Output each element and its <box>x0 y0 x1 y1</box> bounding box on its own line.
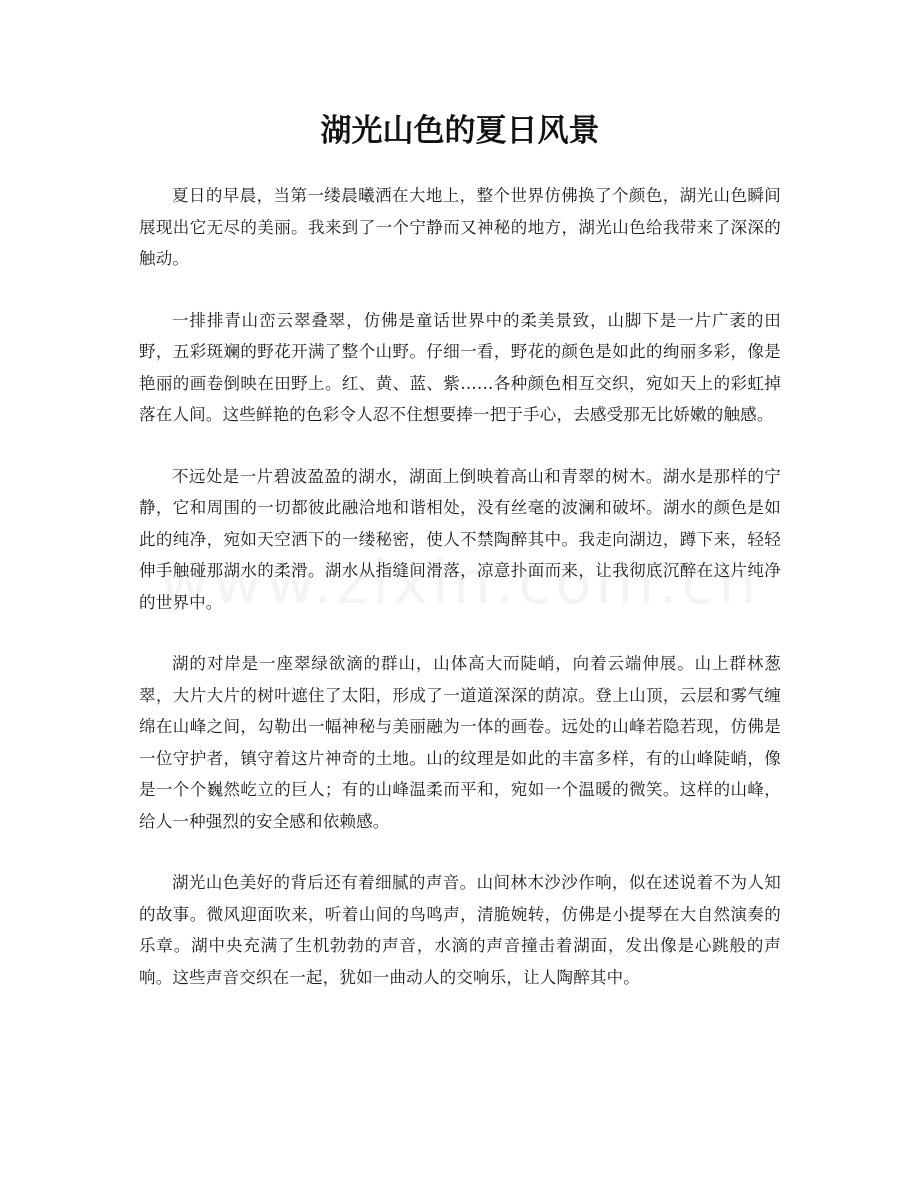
paragraph-3: 不远处是一片碧波盈盈的湖水，湖面上倒映着高山和青翠的树木。湖水是那样的宁静，它和周围的一切都彼此融洽地和谐相处，没有丝毫的波澜和破坏。湖水的颜色是如此的纯净，宛如天空洒下的一缕秘密，使人不禁陶醉其中。我走向湖边，蹲下来，轻轻伸手触碰那湖水的柔滑。湖水从指缝间滑落，凉意扑面而来，让我彻底沉醉在这片纯净的世界中。 <box>139 466 781 612</box>
paragraph-1: 夏日的早晨，当第一缕晨曦洒在大地上，整个世界仿佛换了个颜色，湖光山色瞬间展现出它无尽的美丽。我来到了一个宁静而又神秘的地方，湖光山色给我带来了深深的触动。 <box>139 186 781 268</box>
document-title: 湖光山色的夏日风景 <box>320 113 600 149</box>
paragraph-2: 一排排青山峦云翠叠翠，仿佛是童话世界中的柔美景致，山脚下是一片广袤的田野，五彩斑斓的野花开满了整个山野。仔细一看，野花的颜色是如此的绚丽多彩，像是艳丽的画卷倒映在田野上。红、黄、蓝、紫……各种颜色相互交织，宛如天上的彩虹掉落在人间。这些鲜艳的色彩令人忍不住想要捧一把于手心，去感受那无比娇嫩的触感。 <box>139 310 781 424</box>
document-body <box>139 180 781 1023</box>
paragraph-5: 湖光山色美好的背后还有着细腻的声音。山间林木沙沙作响，似在述说着不为人知的故事。微风迎面吹来，听着山间的鸟鸣声，清脆婉转，仿佛是小提琴在大自然演奏的乐章。湖中央充满了生机勃勃的声音，水滴的声音撞击着湖面，发出像是心跳般的声响。这些声音交织在一起，犹如一曲动人的交响乐，让人陶醉其中。 <box>139 873 781 987</box>
paragraph-4: 湖的对岸是一座翠绿欲滴的群山，山体高大而陡峭，向着云端伸展。山上群林葱翠，大片大片的树叶遮住了太阳，形成了一道道深深的荫凉。登上山顶，云层和雾气缠绵在山峰之间，勾勒出一幅神秘与美丽融为一体的画卷。远处的山峰若隐若现，仿佛是一位守护者，镇守着这片神奇的土地。山的纹理是如此的丰富多样，有的山峰陡峭，像是一个个巍然屹立的巨人；有的山峰温柔而平和，宛如一个温暖的微笑。这样的山峰，给人一种强烈的安全感和依赖感。 <box>139 654 781 831</box>
